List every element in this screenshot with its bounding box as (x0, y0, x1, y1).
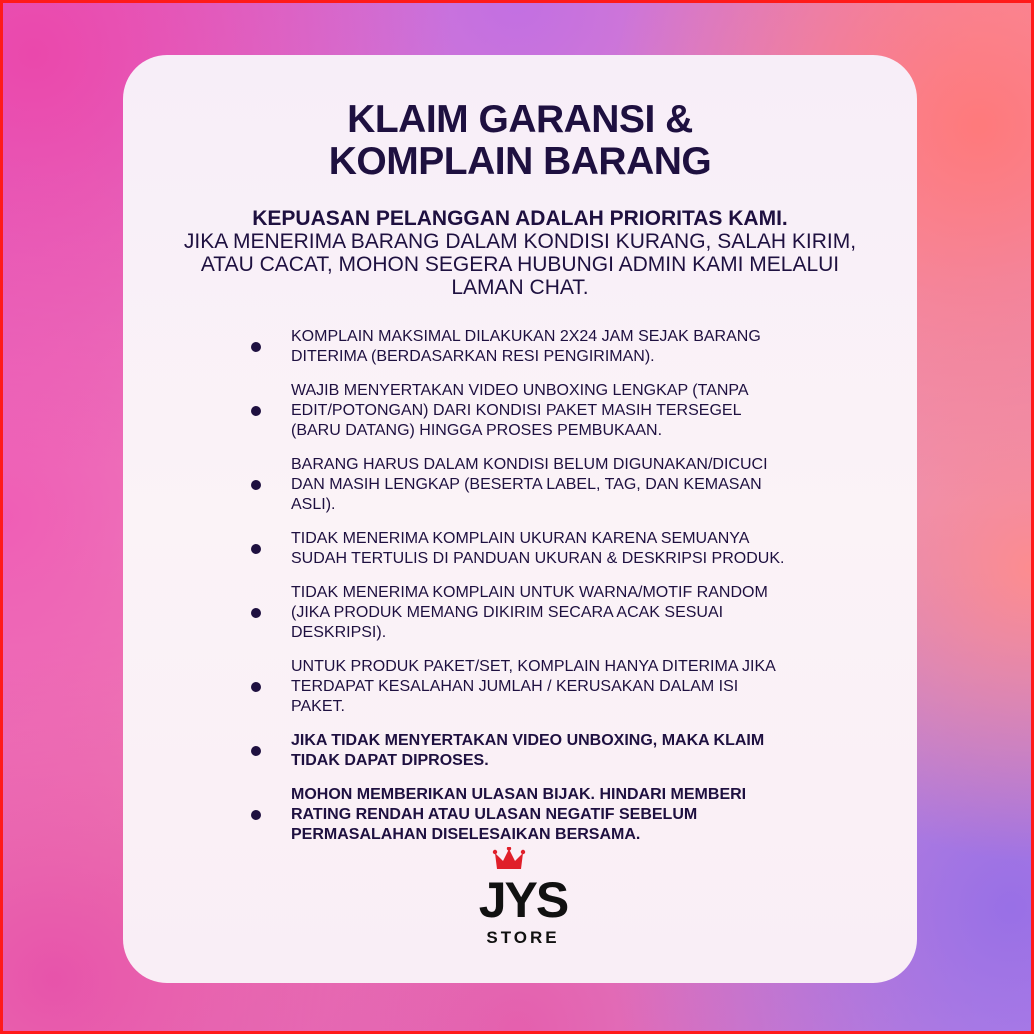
bullet-icon (251, 544, 261, 554)
rules-list (253, 327, 793, 859)
title-line-2: KOMPLAIN BARANG (328, 140, 712, 183)
bullet-icon (251, 608, 261, 618)
intro-paragraph (163, 207, 877, 299)
rule-text: WAJIB MENYERTAKAN VIDEO UNBOXING LENGKAP (TANPA EDIT/POTONGAN) DARI KONDISI PAKET MASIH TERSEGEL (BARU DATANG) HINGGA PROSES PEMBUKAAN. (291, 382, 748, 439)
rule-item (253, 731, 793, 771)
rule-text: BARANG HARUS DALAM KONDISI BELUM DIGUNAKAN/DICUCI DAN MASIH LENGKAP (BESERTA LABEL, TAG, DAN KEMASAN ASLI). (291, 456, 768, 513)
intro-lead: KEPUASAN PELANGGAN ADALAH PRIORITAS KAMI. (252, 207, 788, 230)
bullet-icon (251, 810, 261, 820)
bullet-icon (251, 682, 261, 692)
rule-text: MOHON MEMBERIKAN ULASAN BIJAK. HINDARI MEMBERI RATING RENDAH ATAU ULASAN NEGATIF SEBELUM PERMASALAHAN DISELESAIKAN BERSAMA. (291, 786, 747, 843)
logo-brand-text: JYS (478, 872, 568, 928)
bullet-icon (251, 342, 261, 352)
bullet-icon (251, 480, 261, 490)
title-line-1: KLAIM GARANSI & (347, 98, 693, 141)
brand-logo (463, 847, 583, 947)
rule-item (253, 529, 793, 569)
rule-item (253, 583, 793, 643)
bullet-icon (251, 746, 261, 756)
rule-text: TIDAK MENERIMA KOMPLAIN UKURAN KARENA SEMUANYA SUDAH TERTULIS DI PANDUAN UKURAN & DESKRIPSI PRODUK. (291, 530, 785, 567)
info-card (123, 55, 917, 983)
crown-icon (493, 847, 525, 869)
rule-text: JIKA TIDAK MENYERTAKAN VIDEO UNBOXING, MAKA KLAIM TIDAK DAPAT DIPROSES. (291, 732, 765, 769)
rule-item (253, 327, 793, 367)
rule-text: UNTUK PRODUK PAKET/SET, KOMPLAIN HANYA DITERIMA JIKA TERDAPAT KESALAHAN JUMLAH / KERUSAKAN DALAM ISI PAKET. (291, 658, 775, 715)
logo-sub-text: STORE (486, 928, 560, 947)
intro-body: JIKA MENERIMA BARANG DALAM KONDISI KURANG, SALAH KIRIM, ATAU CACAT, MOHON SEGERA HUBUNGI ADMIN KAMI MELALUI LAMAN CHAT. (183, 230, 857, 299)
rule-text: TIDAK MENERIMA KOMPLAIN UNTUK WARNA/MOTIF RANDOM (JIKA PRODUK MEMANG DIKIRIM SECARA ACAK SESUAI DESKRIPSI). (291, 584, 768, 641)
rule-item (253, 455, 793, 515)
rule-text: KOMPLAIN MAKSIMAL DILAKUKAN 2X24 JAM SEJAK BARANG DITERIMA (BERDASARKAN RESI PENGIRIMAN). (291, 328, 761, 365)
rule-item (253, 657, 793, 717)
bullet-icon (251, 406, 261, 416)
page-title (123, 99, 917, 183)
rule-item (253, 381, 793, 441)
rule-item (253, 785, 793, 845)
